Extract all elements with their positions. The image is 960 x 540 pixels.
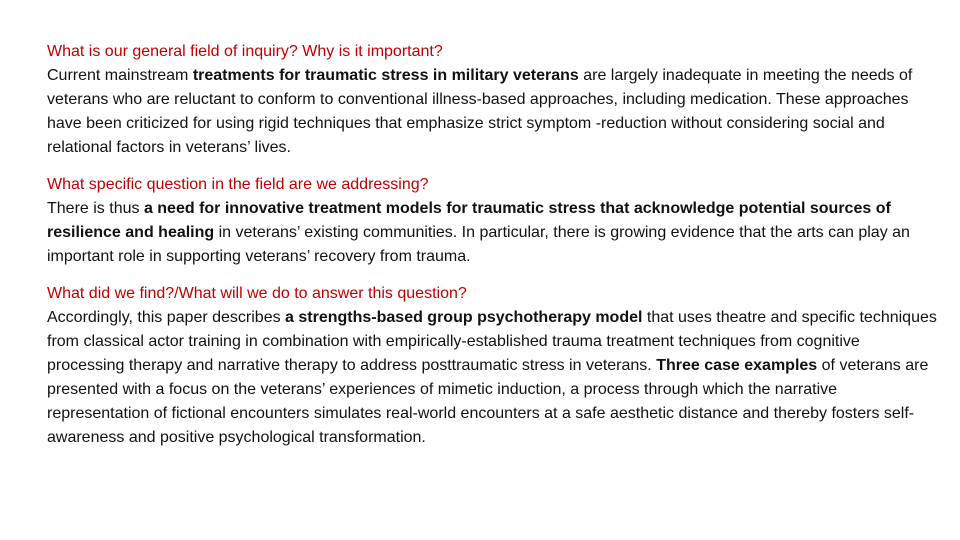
bold-segment: Three case examples bbox=[656, 357, 818, 374]
text-segment: of veterans are presented with a focus on the veterans’ experiences of mimetic induction, a process through which the narrative representation of fictional encounters simulates real-world encounters at a safe aesthetic distance and thereby fosters self-awareness and positive psychological transformation. bbox=[47, 357, 929, 446]
text-segment: Current mainstream bbox=[47, 67, 193, 84]
text-segment: that uses theatre and specific techniques from classical actor training in combination with empirically-established trauma treatment techniques from cognitive processing therapy and narrative therapy to address posttraumatic stress in veterans. bbox=[47, 309, 937, 374]
bold-segment: a strengths-based group psychotherapy model bbox=[285, 309, 643, 326]
question-heading: What did we find?/What will we do to answer this question? bbox=[47, 285, 467, 302]
question-heading: What is our general field of inquiry? Why is it important? bbox=[47, 43, 443, 60]
bold-segment: treatments for traumatic stress in military veterans bbox=[192, 67, 579, 84]
text-segment: There is thus bbox=[47, 200, 144, 217]
section-findings bbox=[47, 282, 937, 450]
slide-content bbox=[47, 40, 937, 463]
text-segment: Accordingly, this paper describes bbox=[47, 309, 286, 326]
section-field-of-inquiry bbox=[47, 40, 937, 160]
text-segment: are largely inadequate in meeting the needs of veterans who are reluctant to conform to conventional illness-based approaches, including medication. These approaches have been criticized for using rigid techniques that emphasize strict symptom -reduction without considering social and relational factors in veterans’ lives. bbox=[47, 67, 913, 156]
answer-paragraph bbox=[47, 197, 937, 269]
section-specific-question bbox=[47, 173, 937, 269]
text-segment: in veterans’ existing communities. In particular, there is growing evidence that the arts can play an important role in supporting veterans’ recovery from trauma. bbox=[47, 224, 910, 265]
bold-segment: a need for innovative treatment models for traumatic stress that acknowledge potential sources of resilience and healing bbox=[47, 200, 891, 241]
answer-paragraph bbox=[47, 64, 937, 160]
question-heading: What specific question in the field are we addressing? bbox=[47, 176, 429, 193]
answer-paragraph bbox=[47, 306, 937, 450]
